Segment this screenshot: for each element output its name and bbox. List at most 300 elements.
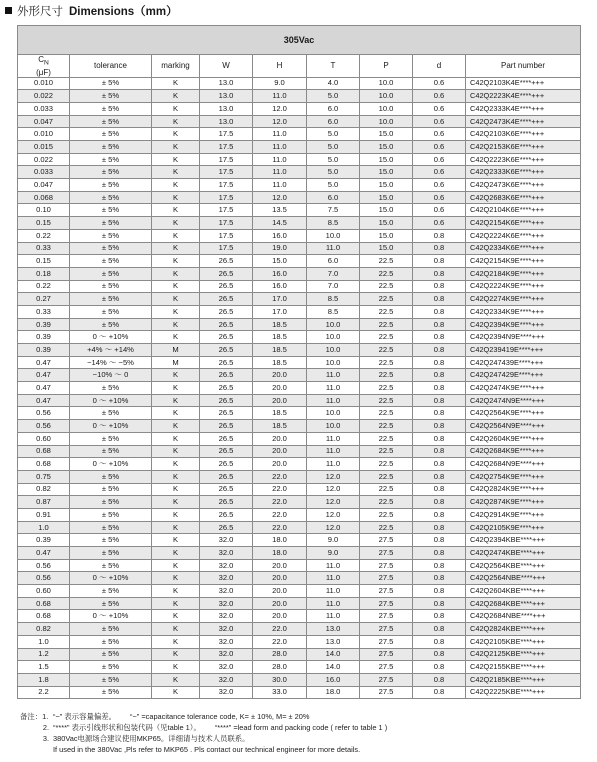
cell-d: 0.8 (413, 496, 466, 509)
cell-part-number: C42Q2604KBE****+++ (466, 585, 581, 598)
cell-t: 8.5 (307, 305, 360, 318)
cell-w: 17.5 (200, 128, 253, 141)
cell-capacitance: 0.33 (18, 242, 70, 255)
cell-marking: K (152, 204, 200, 217)
cell-t: 10.0 (307, 356, 360, 369)
cell-d: 0.6 (413, 153, 466, 166)
table-row (18, 255, 581, 268)
cell-p: 22.5 (360, 496, 413, 509)
cell-h: 9.0 (253, 77, 307, 90)
note-1-en: “−” =capacitance tolerance code, K= ± 10%, M= ± 20% (130, 712, 310, 721)
cell-d: 0.8 (413, 623, 466, 636)
cell-part-number: C42Q2564KBE****+++ (466, 559, 581, 572)
cell-part-number: C42Q2223K6E****+++ (466, 153, 581, 166)
cell-marking: K (152, 280, 200, 293)
cell-marking: K (152, 191, 200, 204)
cell-h: 18.5 (253, 331, 307, 344)
cell-marking: K (152, 648, 200, 661)
cell-part-number: C42Q2684NBE****+++ (466, 610, 581, 623)
cell-h: 18.5 (253, 420, 307, 433)
cell-p: 22.5 (360, 483, 413, 496)
cell-marking: K (152, 369, 200, 382)
cell-h: 11.0 (253, 141, 307, 154)
table-row (18, 534, 581, 547)
cell-w: 26.5 (200, 432, 253, 445)
cell-t: 7.5 (307, 204, 360, 217)
cell-capacitance: 0.56 (18, 407, 70, 420)
cell-marking: K (152, 255, 200, 268)
cn-symbol: C (38, 55, 44, 64)
cell-marking: K (152, 318, 200, 331)
cell-tolerance: ± 5% (70, 267, 152, 280)
cell-capacitance: 1.0 (18, 521, 70, 534)
cell-h: 11.0 (253, 166, 307, 179)
cell-h: 14.5 (253, 217, 307, 230)
cell-marking: K (152, 623, 200, 636)
table-row (18, 293, 581, 306)
cell-t: 6.0 (307, 191, 360, 204)
cell-d: 0.8 (413, 267, 466, 280)
cell-d: 0.6 (413, 166, 466, 179)
cell-capacitance: 0.68 (18, 458, 70, 471)
cell-p: 22.5 (360, 331, 413, 344)
cell-t: 10.0 (307, 407, 360, 420)
cell-part-number: C42Q2473K4E****+++ (466, 115, 581, 128)
cell-marking: K (152, 432, 200, 445)
cell-capacitance: 1.2 (18, 648, 70, 661)
cell-p: 22.5 (360, 432, 413, 445)
cell-d: 0.6 (413, 179, 466, 192)
cell-marking: K (152, 470, 200, 483)
cell-d: 0.8 (413, 673, 466, 686)
cell-d: 0.8 (413, 559, 466, 572)
cell-tolerance: ± 5% (70, 521, 152, 534)
cell-marking: K (152, 115, 200, 128)
cell-tolerance: 0 ～ +10% (70, 420, 152, 433)
note-3 (20, 733, 387, 744)
note-label: 备注：1. (20, 712, 49, 721)
cell-p: 15.0 (360, 153, 413, 166)
table-row (18, 635, 581, 648)
cell-p: 22.5 (360, 255, 413, 268)
cell-t: 16.0 (307, 673, 360, 686)
cell-tolerance: +4% ～ +14% (70, 344, 152, 357)
cell-p: 15.0 (360, 242, 413, 255)
cell-t: 6.0 (307, 255, 360, 268)
cell-t: 11.0 (307, 610, 360, 623)
cell-tolerance: ± 5% (70, 686, 152, 699)
cell-tolerance: −14% ～ −5% (70, 356, 152, 369)
cell-part-number: C42Q2103K6E****+++ (466, 128, 581, 141)
cell-w: 32.0 (200, 597, 253, 610)
table-row (18, 559, 581, 572)
cell-p: 15.0 (360, 179, 413, 192)
cell-d: 0.8 (413, 356, 466, 369)
bullet-square-icon (5, 7, 12, 14)
cell-t: 10.0 (307, 331, 360, 344)
cell-w: 32.0 (200, 610, 253, 623)
note-2-en: “****” =lead form and packing code ( refer to table 1 ) (214, 723, 388, 732)
cell-tolerance: ± 5% (70, 585, 152, 598)
cell-h: 11.0 (253, 128, 307, 141)
cell-part-number: C42Q2225KBE****+++ (466, 686, 581, 699)
notes (20, 711, 387, 755)
table-row (18, 623, 581, 636)
cell-w: 17.5 (200, 141, 253, 154)
cell-d: 0.8 (413, 407, 466, 420)
cell-d: 0.8 (413, 483, 466, 496)
cell-d: 0.8 (413, 661, 466, 674)
note-3-number: 3. (42, 734, 49, 743)
col-header-t: T (307, 55, 360, 78)
cell-h: 28.0 (253, 648, 307, 661)
cell-capacitance: 0.47 (18, 547, 70, 560)
cell-p: 27.5 (360, 673, 413, 686)
cell-d: 0.8 (413, 610, 466, 623)
cell-d: 0.8 (413, 547, 466, 560)
cell-part-number: C42Q2874K9E****+++ (466, 496, 581, 509)
cell-tolerance: ± 5% (70, 483, 152, 496)
cell-capacitance: 0.39 (18, 318, 70, 331)
cell-p: 22.5 (360, 356, 413, 369)
cell-marking: K (152, 559, 200, 572)
cell-t: 14.0 (307, 648, 360, 661)
cell-tolerance: ± 5% (70, 90, 152, 103)
cell-p: 15.0 (360, 128, 413, 141)
cell-tolerance: ± 5% (70, 623, 152, 636)
cell-part-number: C42Q2473K6E****+++ (466, 179, 581, 192)
cell-h: 13.5 (253, 204, 307, 217)
cell-w: 26.5 (200, 382, 253, 395)
cell-capacitance: 0.010 (18, 77, 70, 90)
cell-tolerance: ± 5% (70, 559, 152, 572)
cell-t: 12.0 (307, 508, 360, 521)
col-header-part-number: Part number (466, 55, 581, 78)
cell-w: 26.5 (200, 255, 253, 268)
cell-part-number: C42Q2105K9E****+++ (466, 521, 581, 534)
cell-tolerance: ± 5% (70, 293, 152, 306)
cell-w: 26.5 (200, 458, 253, 471)
cell-w: 17.5 (200, 242, 253, 255)
cell-d: 0.8 (413, 521, 466, 534)
cell-tolerance: ± 5% (70, 229, 152, 242)
cell-part-number: C42Q2474K9E****+++ (466, 382, 581, 395)
table-row (18, 267, 581, 280)
cell-marking: K (152, 128, 200, 141)
table-row (18, 77, 581, 90)
cell-capacitance: 0.033 (18, 102, 70, 115)
cell-h: 20.0 (253, 597, 307, 610)
cell-t: 11.0 (307, 559, 360, 572)
cell-marking: K (152, 382, 200, 395)
table-row (18, 166, 581, 179)
cell-p: 22.5 (360, 458, 413, 471)
table-row (18, 445, 581, 458)
cell-h: 22.0 (253, 623, 307, 636)
cell-p: 10.0 (360, 77, 413, 90)
cell-w: 26.5 (200, 394, 253, 407)
cell-h: 18.5 (253, 318, 307, 331)
cell-capacitance: 1.0 (18, 635, 70, 648)
cell-marking: K (152, 483, 200, 496)
cell-p: 22.5 (360, 394, 413, 407)
cell-h: 12.0 (253, 191, 307, 204)
cell-w: 26.5 (200, 445, 253, 458)
cell-d: 0.8 (413, 318, 466, 331)
cell-tolerance: ± 5% (70, 445, 152, 458)
cell-d: 0.6 (413, 128, 466, 141)
cell-t: 10.0 (307, 420, 360, 433)
cell-t: 5.0 (307, 153, 360, 166)
cell-h: 20.0 (253, 445, 307, 458)
cell-t: 12.0 (307, 470, 360, 483)
cell-capacitance: 0.60 (18, 585, 70, 598)
cell-capacitance: 0.68 (18, 597, 70, 610)
cell-w: 17.5 (200, 179, 253, 192)
cell-p: 27.5 (360, 534, 413, 547)
cell-p: 27.5 (360, 623, 413, 636)
cell-w: 26.5 (200, 344, 253, 357)
cell-capacitance: 0.10 (18, 204, 70, 217)
table-row (18, 382, 581, 395)
cell-w: 32.0 (200, 648, 253, 661)
table-row (18, 547, 581, 560)
cell-capacitance: 0.27 (18, 293, 70, 306)
cell-marking: K (152, 394, 200, 407)
cell-marking: K (152, 305, 200, 318)
cn-unit: (μF) (36, 67, 51, 77)
table-row (18, 90, 581, 103)
cell-tolerance: ± 5% (70, 534, 152, 547)
cell-h: 22.0 (253, 483, 307, 496)
cell-w: 26.5 (200, 470, 253, 483)
cell-d: 0.8 (413, 394, 466, 407)
cell-p: 22.5 (360, 293, 413, 306)
cell-w: 17.5 (200, 191, 253, 204)
cell-tolerance: ± 5% (70, 166, 152, 179)
cell-t: 11.0 (307, 432, 360, 445)
cell-p: 22.5 (360, 508, 413, 521)
table-row (18, 217, 581, 230)
cell-tolerance: ± 5% (70, 305, 152, 318)
cell-w: 26.5 (200, 483, 253, 496)
cell-tolerance: ± 5% (70, 673, 152, 686)
table-row (18, 102, 581, 115)
cell-d: 0.6 (413, 204, 466, 217)
dimensions-table-body (18, 77, 581, 699)
cell-w: 26.5 (200, 496, 253, 509)
cell-part-number: C42Q2104K6E****+++ (466, 204, 581, 217)
cell-t: 8.5 (307, 293, 360, 306)
cell-p: 10.0 (360, 115, 413, 128)
cell-h: 11.0 (253, 90, 307, 103)
cell-part-number: C42Q2604K9E****+++ (466, 432, 581, 445)
cell-t: 11.0 (307, 585, 360, 598)
cell-capacitance: 0.33 (18, 305, 70, 318)
cell-tolerance: ± 5% (70, 179, 152, 192)
cell-p: 15.0 (360, 191, 413, 204)
cell-marking: K (152, 179, 200, 192)
table-row (18, 179, 581, 192)
cell-d: 0.6 (413, 141, 466, 154)
cell-marking: K (152, 597, 200, 610)
cell-h: 28.0 (253, 661, 307, 674)
table-row (18, 496, 581, 509)
col-header-d: d (413, 55, 466, 78)
cell-w: 13.0 (200, 77, 253, 90)
cell-h: 19.0 (253, 242, 307, 255)
cell-p: 15.0 (360, 217, 413, 230)
cell-tolerance: ± 5% (70, 470, 152, 483)
cell-w: 32.0 (200, 673, 253, 686)
note-2-number: 2. (42, 723, 49, 732)
cell-h: 20.0 (253, 585, 307, 598)
cell-marking: K (152, 572, 200, 585)
cell-d: 0.8 (413, 344, 466, 357)
cell-h: 18.0 (253, 534, 307, 547)
cell-p: 27.5 (360, 559, 413, 572)
cell-tolerance: ± 5% (70, 191, 152, 204)
cell-t: 10.0 (307, 318, 360, 331)
cell-tolerance: ± 5% (70, 242, 152, 255)
cell-d: 0.8 (413, 534, 466, 547)
cell-w: 26.5 (200, 508, 253, 521)
cell-t: 12.0 (307, 483, 360, 496)
cell-h: 17.0 (253, 293, 307, 306)
cell-w: 26.5 (200, 318, 253, 331)
cell-part-number: C42Q2824K9E****+++ (466, 483, 581, 496)
cell-w: 17.5 (200, 166, 253, 179)
table-row (18, 305, 581, 318)
cell-tolerance: ± 5% (70, 318, 152, 331)
cell-marking: K (152, 534, 200, 547)
cell-p: 22.5 (360, 344, 413, 357)
cell-part-number: C42Q2683K6E****+++ (466, 191, 581, 204)
col-header-capacitance (18, 55, 70, 78)
cell-d: 0.8 (413, 635, 466, 648)
cell-d: 0.8 (413, 432, 466, 445)
cell-part-number: C42Q2105KBE****+++ (466, 635, 581, 648)
cell-tolerance: ± 5% (70, 280, 152, 293)
cell-marking: K (152, 635, 200, 648)
cell-h: 20.0 (253, 432, 307, 445)
cell-p: 27.5 (360, 686, 413, 699)
cell-part-number: C42Q2184K9E****+++ (466, 267, 581, 280)
cell-tolerance: ± 5% (70, 217, 152, 230)
cell-tolerance: ± 5% (70, 115, 152, 128)
col-header-marking: marking (152, 55, 200, 78)
cell-h: 18.5 (253, 407, 307, 420)
cell-capacitance: 0.068 (18, 191, 70, 204)
cell-t: 13.0 (307, 635, 360, 648)
table-row (18, 610, 581, 623)
table-row (18, 394, 581, 407)
cell-capacitance: 0.15 (18, 217, 70, 230)
cell-marking: K (152, 508, 200, 521)
cell-w: 32.0 (200, 534, 253, 547)
cell-tolerance: 0 ～ +10% (70, 458, 152, 471)
cell-h: 20.0 (253, 572, 307, 585)
cell-h: 20.0 (253, 382, 307, 395)
cell-t: 8.5 (307, 217, 360, 230)
cell-w: 26.5 (200, 267, 253, 280)
cell-tolerance: ± 5% (70, 635, 152, 648)
table-row (18, 153, 581, 166)
cell-d: 0.8 (413, 470, 466, 483)
table-row (18, 356, 581, 369)
cell-h: 15.0 (253, 255, 307, 268)
cell-t: 11.0 (307, 382, 360, 395)
col-header-tolerance: tolerance (70, 55, 152, 78)
cell-capacitance: 0.91 (18, 508, 70, 521)
cell-w: 32.0 (200, 572, 253, 585)
cell-capacitance: 0.68 (18, 445, 70, 458)
cell-w: 26.5 (200, 407, 253, 420)
cell-w: 32.0 (200, 547, 253, 560)
cell-h: 20.0 (253, 559, 307, 572)
cell-tolerance: ± 5% (70, 407, 152, 420)
cell-tolerance: −10% ～ 0 (70, 369, 152, 382)
cell-d: 0.6 (413, 90, 466, 103)
cell-capacitance: 0.68 (18, 610, 70, 623)
col-header-w: W (200, 55, 253, 78)
cell-marking: K (152, 166, 200, 179)
cell-part-number: C42Q2474N9E****+++ (466, 394, 581, 407)
cell-part-number: C42Q2684K9E****+++ (466, 445, 581, 458)
cell-capacitance: 0.47 (18, 369, 70, 382)
table-row (18, 141, 581, 154)
table-row (18, 407, 581, 420)
cell-w: 32.0 (200, 623, 253, 636)
cell-d: 0.8 (413, 445, 466, 458)
cell-marking: K (152, 141, 200, 154)
cell-t: 7.0 (307, 267, 360, 280)
cell-marking: K (152, 547, 200, 560)
cell-d: 0.6 (413, 77, 466, 90)
cell-h: 12.0 (253, 102, 307, 115)
cell-marking: K (152, 610, 200, 623)
table-row (18, 432, 581, 445)
table-row (18, 331, 581, 344)
cell-h: 18.0 (253, 547, 307, 560)
cell-h: 20.0 (253, 610, 307, 623)
cn-subscript: N (43, 59, 49, 67)
cell-tolerance: ± 5% (70, 547, 152, 560)
cell-w: 26.5 (200, 305, 253, 318)
cell-tolerance: 0 ～ +10% (70, 394, 152, 407)
cell-marking: K (152, 445, 200, 458)
cell-d: 0.8 (413, 369, 466, 382)
cell-d: 0.8 (413, 229, 466, 242)
dimensions-table (17, 25, 581, 699)
cell-capacitance: 1.5 (18, 661, 70, 674)
cell-capacitance: 0.18 (18, 267, 70, 280)
cell-t: 7.0 (307, 280, 360, 293)
cell-d: 0.8 (413, 242, 466, 255)
cell-w: 17.5 (200, 204, 253, 217)
note-1-cn: “−” 表示容量偏差。 (53, 712, 117, 721)
cell-tolerance: ± 5% (70, 102, 152, 115)
cell-p: 10.0 (360, 102, 413, 115)
cell-part-number: C42Q2564K9E****+++ (466, 407, 581, 420)
cell-h: 22.0 (253, 508, 307, 521)
cell-part-number: C42Q2224K9E****+++ (466, 280, 581, 293)
cell-marking: M (152, 356, 200, 369)
cell-w: 13.0 (200, 115, 253, 128)
cell-p: 15.0 (360, 141, 413, 154)
cell-tolerance: 0 ～ +10% (70, 572, 152, 585)
cell-marking: K (152, 77, 200, 90)
